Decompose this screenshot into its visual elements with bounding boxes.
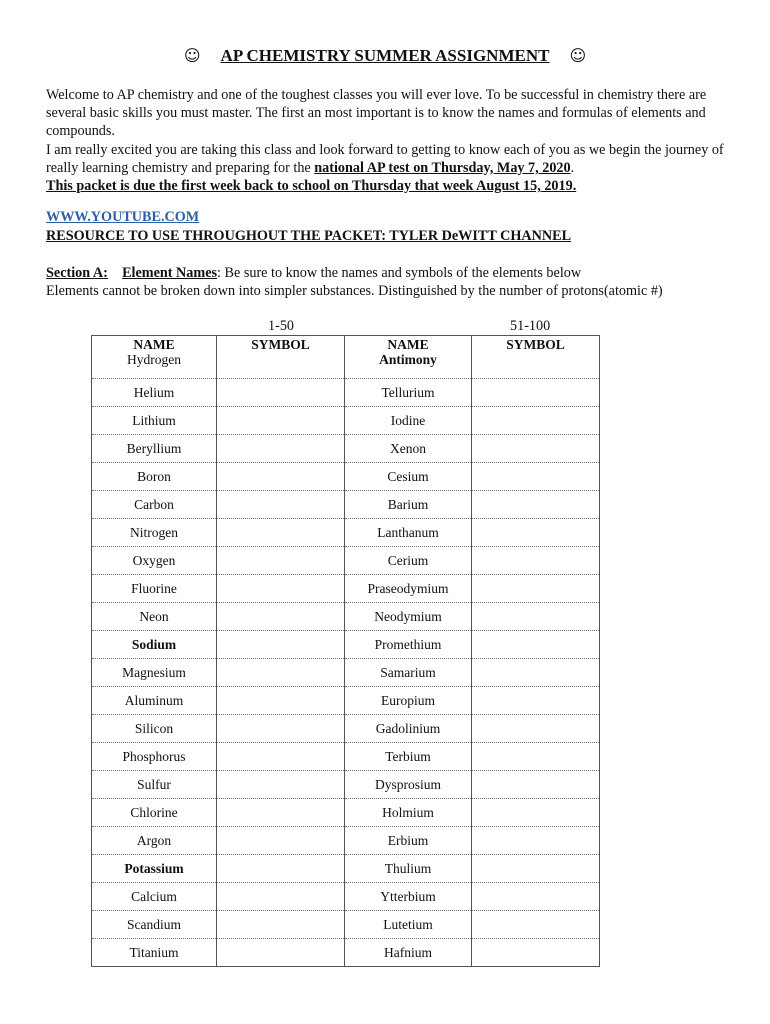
table-row — [92, 659, 600, 687]
symbol-answer-cell-right[interactable] — [472, 575, 600, 603]
table-row — [92, 939, 600, 967]
table-row — [92, 715, 600, 743]
element-name-left: Sulfur — [92, 771, 217, 799]
table-row — [92, 911, 600, 939]
symbol-answer-cell-left[interactable] — [217, 435, 345, 463]
element-name-left: Nitrogen — [92, 519, 217, 547]
element-name-left: Aluminum — [92, 687, 217, 715]
element-name-right: Praseodymium — [345, 575, 472, 603]
element-name-right: Xenon — [345, 435, 472, 463]
element-table — [91, 335, 600, 967]
symbol-answer-cell-right[interactable] — [472, 463, 600, 491]
table-row — [92, 379, 600, 407]
element-name-right: Europium — [345, 687, 472, 715]
symbol-answer-cell-right[interactable] — [472, 911, 600, 939]
youtube-link[interactable]: WWW.YOUTUBE.COM — [46, 209, 200, 225]
table-row — [92, 519, 600, 547]
symbol-answer-cell-left[interactable] — [217, 715, 345, 743]
header-name-left: NAME — [92, 336, 217, 353]
table-row — [92, 435, 600, 463]
element-name-left: Oxygen — [92, 547, 217, 575]
table-row — [92, 827, 600, 855]
element-name-right: Neodymium — [345, 603, 472, 631]
table-body — [92, 352, 600, 967]
symbol-answer-cell-left[interactable] — [217, 827, 345, 855]
symbol-answer-cell-left[interactable] — [217, 743, 345, 771]
element-name-left: Potassium — [92, 855, 217, 883]
element-name-left: Beryllium — [92, 435, 217, 463]
symbol-answer-cell-left[interactable] — [217, 771, 345, 799]
intro-line-2-suffix: . — [570, 159, 575, 176]
intro-paragraph — [46, 86, 736, 195]
table-row — [92, 631, 600, 659]
symbol-answer-cell-right[interactable] — [472, 799, 600, 827]
element-name-left: Chlorine — [92, 799, 217, 827]
element-name-left: Neon — [92, 603, 217, 631]
table-header-row — [92, 336, 600, 353]
smiley-icon: ☺ — [183, 46, 201, 65]
symbol-answer-cell-left[interactable] — [217, 547, 345, 575]
element-name-right: Cesium — [345, 463, 472, 491]
element-name-right: Gadolinium — [345, 715, 472, 743]
table-row — [92, 463, 600, 491]
element-name-right: Iodine — [345, 407, 472, 435]
smiley-icon: ☺ — [569, 46, 587, 65]
symbol-answer-cell-left[interactable] — [217, 379, 345, 407]
symbol-answer-cell-right[interactable] — [472, 379, 600, 407]
symbol-answer-cell-left[interactable] — [217, 939, 345, 967]
symbol-answer-cell-left[interactable] — [217, 631, 345, 659]
symbol-answer-cell-right[interactable] — [472, 883, 600, 911]
symbol-answer-cell-left[interactable] — [217, 911, 345, 939]
symbol-answer-cell-left[interactable] — [217, 799, 345, 827]
title-text: AP CHEMISTRY SUMMER ASSIGNMENT — [220, 46, 550, 65]
element-name-left: Silicon — [92, 715, 217, 743]
element-name-left: Magnesium — [92, 659, 217, 687]
symbol-answer-cell-right[interactable] — [472, 435, 600, 463]
element-name-right: Antimony — [345, 352, 472, 379]
element-name-right: Erbium — [345, 827, 472, 855]
symbol-answer-cell-right[interactable] — [472, 771, 600, 799]
symbol-answer-cell-right[interactable] — [472, 939, 600, 967]
table-row — [92, 771, 600, 799]
table-row — [92, 407, 600, 435]
symbol-answer-cell-right[interactable] — [472, 547, 600, 575]
range-label-left: 1-50 — [268, 318, 295, 334]
element-name-right: Barium — [345, 491, 472, 519]
ap-test-date: national AP test on Thursday, May 7, 2020 — [314, 159, 571, 176]
element-name-right: Tellurium — [345, 379, 472, 407]
symbol-answer-cell-left[interactable] — [217, 883, 345, 911]
page-title — [0, 46, 770, 66]
symbol-answer-cell-right[interactable] — [472, 519, 600, 547]
section-a-line-2: Elements cannot be broken down into simpler substances. Distinguished by the number of protons(atomic #) — [46, 283, 663, 300]
symbol-answer-cell-right[interactable] — [472, 855, 600, 883]
table-row — [92, 743, 600, 771]
intro-line-2 — [46, 141, 736, 177]
element-name-left: Sodium — [92, 631, 217, 659]
intro-line-1: Welcome to AP chemistry and one of the toughest classes you will ever love. To be successful in chemistry there are several basic skills you must master. The first an most important is to know the names and formulas of elements and compounds. — [46, 87, 707, 140]
symbol-answer-cell-right[interactable] — [472, 827, 600, 855]
header-name-right: NAME — [345, 336, 472, 353]
section-a-heading — [46, 264, 746, 282]
symbol-answer-cell-left[interactable] — [217, 519, 345, 547]
element-name-left: Titanium — [92, 939, 217, 967]
element-name-left: Lithium — [92, 407, 217, 435]
table-row — [92, 855, 600, 883]
symbol-answer-cell-right[interactable] — [472, 603, 600, 631]
element-name-left: Fluorine — [92, 575, 217, 603]
symbol-answer-cell-left[interactable] — [217, 352, 345, 379]
symbol-answer-cell-left[interactable] — [217, 855, 345, 883]
table-row — [92, 491, 600, 519]
element-name-left: Phosphorus — [92, 743, 217, 771]
element-name-left: Boron — [92, 463, 217, 491]
table-row — [92, 603, 600, 631]
symbol-answer-cell-right[interactable] — [472, 491, 600, 519]
table-row — [92, 575, 600, 603]
table-row — [92, 547, 600, 575]
table-row — [92, 687, 600, 715]
element-name-left: Carbon — [92, 491, 217, 519]
section-a — [46, 264, 746, 300]
table-row — [92, 883, 600, 911]
symbol-answer-cell-left[interactable] — [217, 463, 345, 491]
element-name-right: Terbium — [345, 743, 472, 771]
symbol-answer-cell-left[interactable] — [217, 407, 345, 435]
element-name-left: Helium — [92, 379, 217, 407]
symbol-answer-cell-right[interactable] — [472, 659, 600, 687]
symbol-answer-cell-left[interactable] — [217, 575, 345, 603]
element-name-left: Argon — [92, 827, 217, 855]
element-name-left: Hydrogen — [92, 352, 217, 379]
element-name-right: Lanthanum — [345, 519, 472, 547]
element-name-right: Holmium — [345, 799, 472, 827]
section-name: Element Names — [122, 265, 218, 281]
intro-line-2-prefix: I am really excited you are taking this class and look forward to getting to know each of you as we begin the journey of really learning chemistry and preparing for the — [46, 141, 724, 176]
symbol-answer-cell-right[interactable] — [472, 715, 600, 743]
symbol-answer-cell-left[interactable] — [217, 603, 345, 631]
element-name-right: Thulium — [345, 855, 472, 883]
table-row — [92, 352, 600, 379]
resource-heading: RESOURCE TO USE THROUGHOUT THE PACKET: TYLER DeWITT CHANNEL — [46, 228, 572, 244]
symbol-answer-cell-right[interactable] — [472, 687, 600, 715]
header-symbol-right: SYMBOL — [472, 336, 600, 353]
range-label-right: 51-100 — [510, 318, 551, 334]
table-row — [92, 799, 600, 827]
symbol-answer-cell-right[interactable] — [472, 631, 600, 659]
section-desc: : Be sure to know the names and symbols of the elements below — [217, 265, 582, 281]
element-name-right: Lutetium — [345, 911, 472, 939]
element-name-right: Promethium — [345, 631, 472, 659]
element-name-right: Dysprosium — [345, 771, 472, 799]
element-name-right: Cerium — [345, 547, 472, 575]
symbol-answer-cell-right[interactable] — [472, 743, 600, 771]
symbol-answer-cell-right[interactable] — [472, 352, 600, 379]
element-name-right: Samarium — [345, 659, 472, 687]
element-name-left: Calcium — [92, 883, 217, 911]
header-symbol-left: SYMBOL — [217, 336, 345, 353]
element-name-left: Scandium — [92, 911, 217, 939]
symbol-answer-cell-right[interactable] — [472, 407, 600, 435]
symbol-answer-cell-left[interactable] — [217, 491, 345, 519]
section-label: Section A: — [46, 265, 108, 281]
element-name-right: Hafnium — [345, 939, 472, 967]
element-name-right: Ytterbium — [345, 883, 472, 911]
due-date-notice: This packet is due the first week back to school on Thursday that week August 15, 2019. — [46, 178, 577, 195]
symbol-answer-cell-left[interactable] — [217, 659, 345, 687]
symbol-answer-cell-left[interactable] — [217, 687, 345, 715]
